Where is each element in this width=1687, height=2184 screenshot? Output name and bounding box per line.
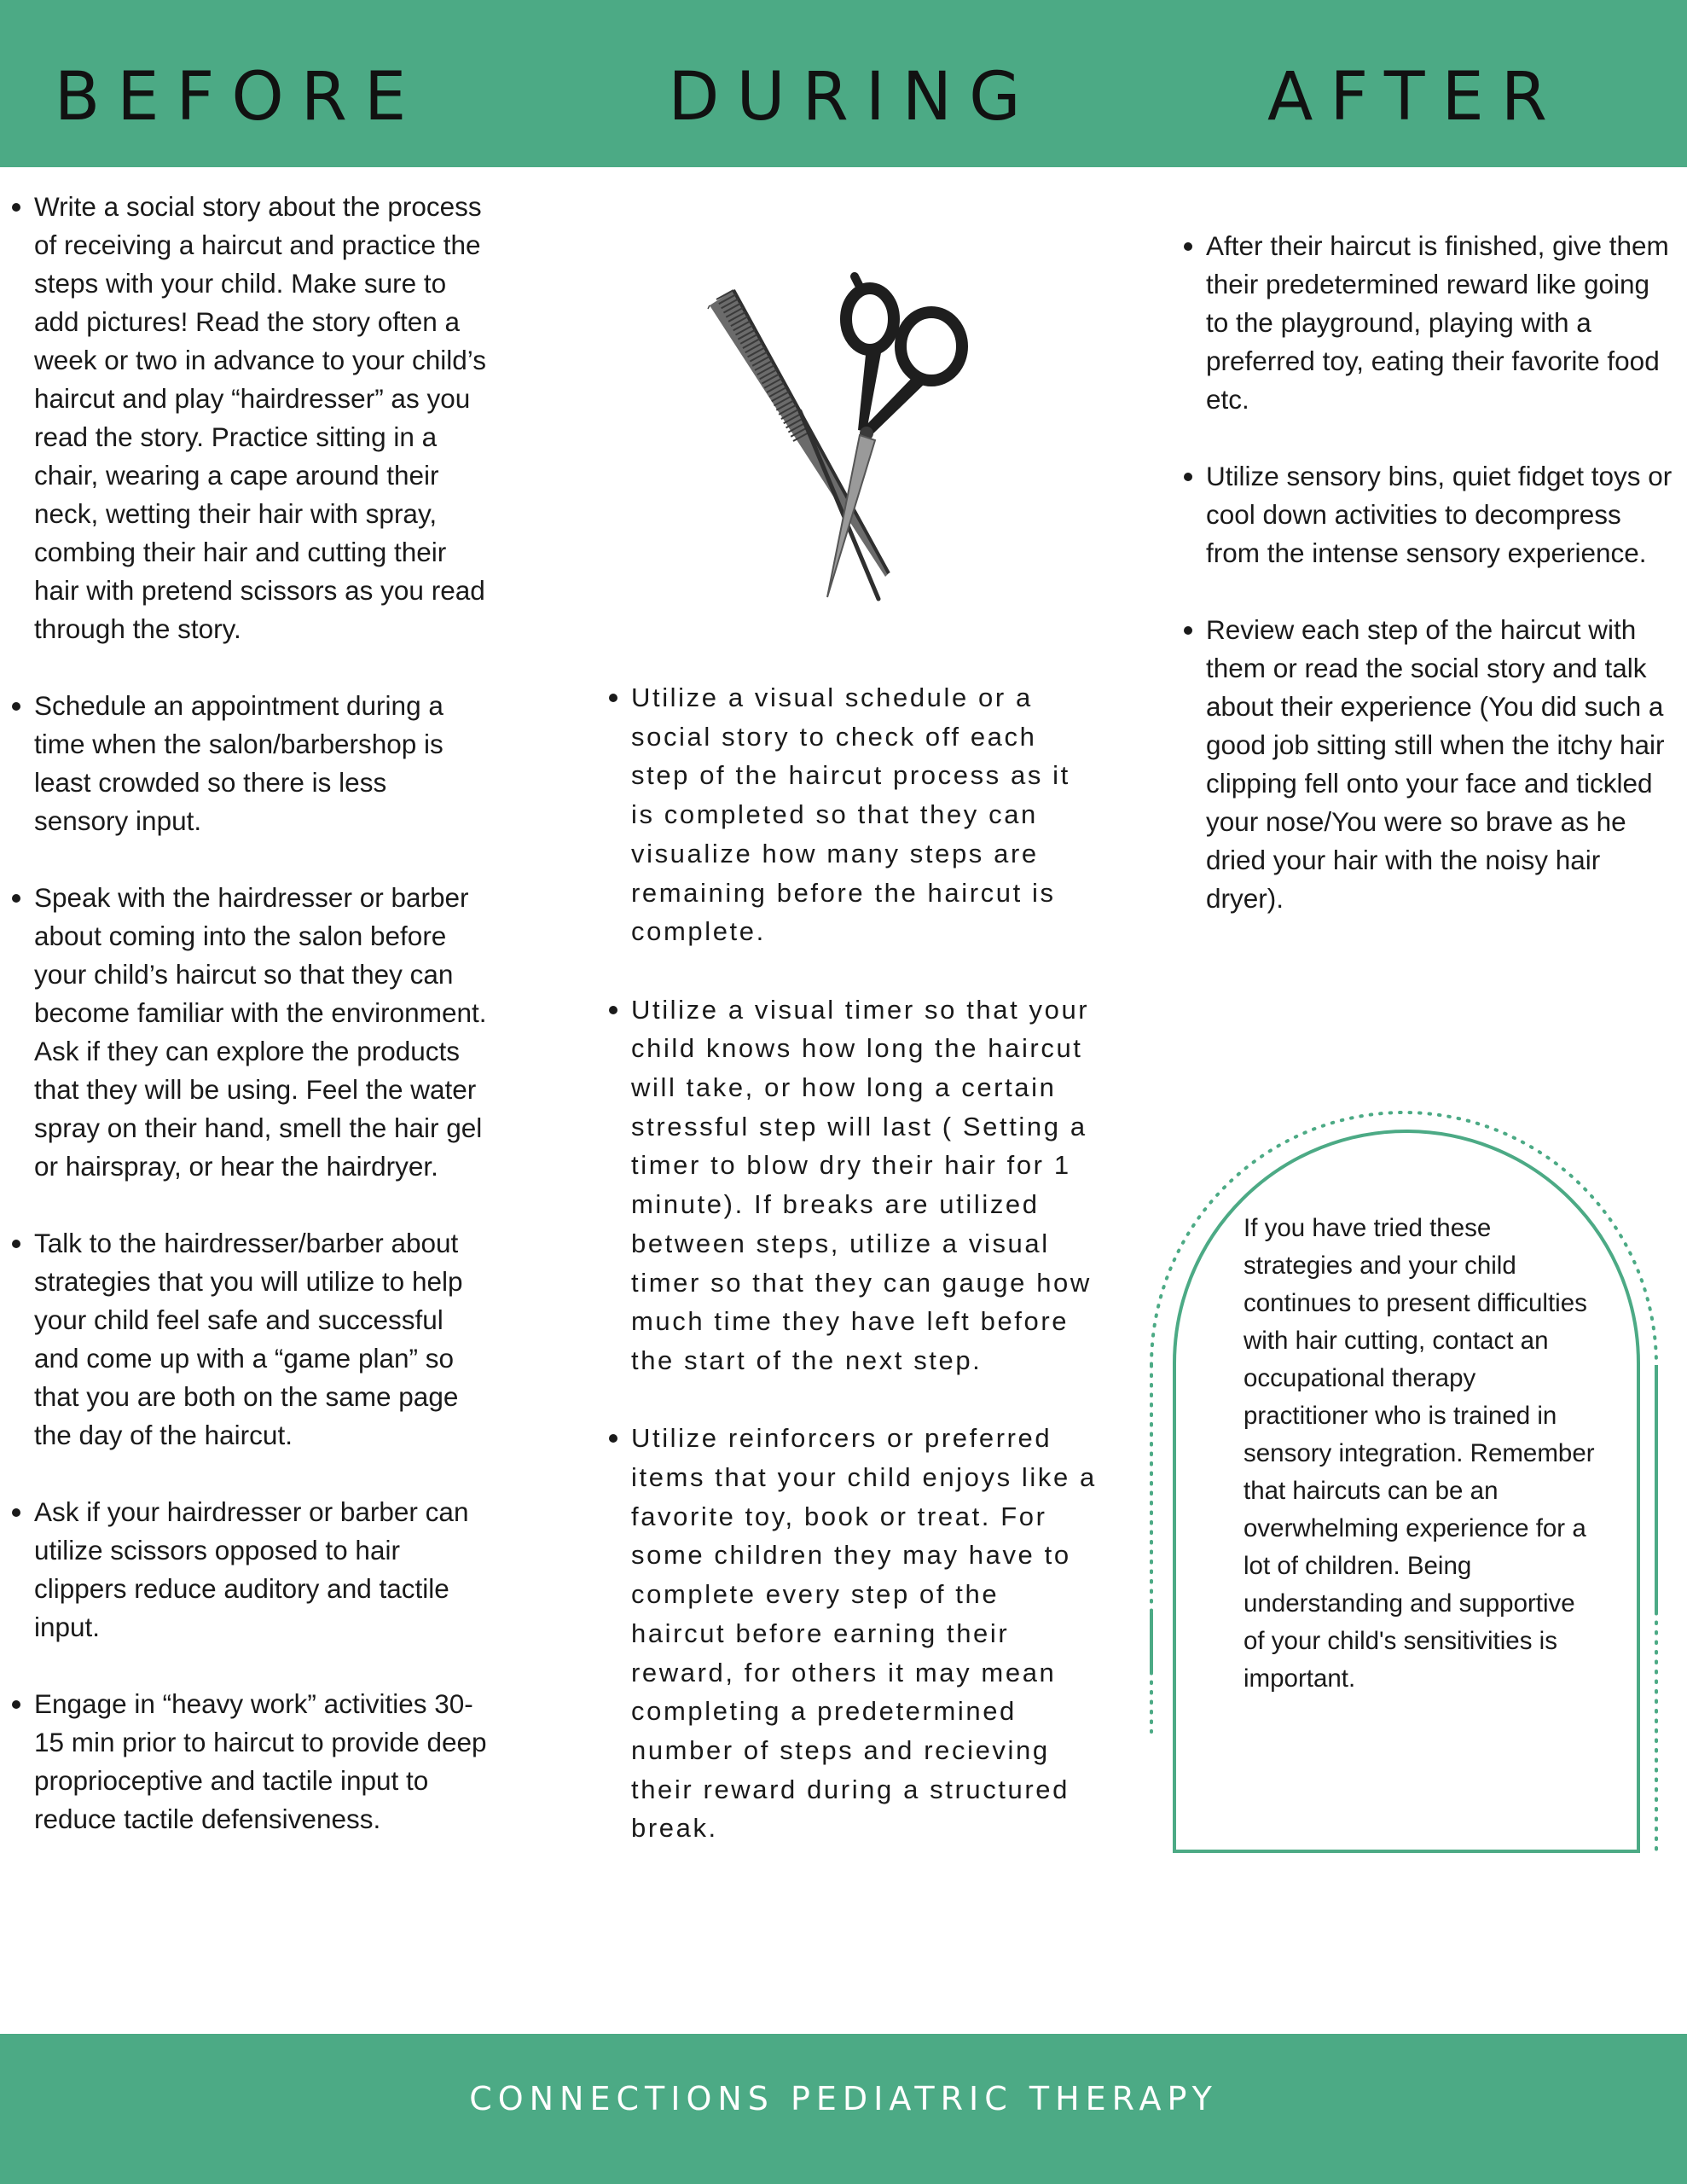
before-item: Schedule an appointment during a time when the salon/barbershop is least crowded so there is less sensory input.: [10, 687, 488, 840]
before-item: Write a social story about the process of receiving a haircut and practice the steps with your child. Make sure to add pictures! Read the story often a week or two in advance to your child’s haircut and play “hairdresser” as you read the story. Practice sitting in a chair, wearing a cape around their neck, wetting their hair with spray, combing their hair and cutting their hair with pretend scissors as you read through the story.: [10, 188, 488, 648]
after-item: Review each step of the haircut with them or read the social story and talk about their experience (You did such a good job sitting still when the itchy hair clipping fell onto your face and tickled your nose/You were so brave as he dried your hair with the noisy hair dryer).: [1182, 611, 1677, 918]
during-list: [607, 678, 1102, 1887]
after-item: Utilize sensory bins, quiet fidget toys or cool down activities to decompress from the intense sensory experience.: [1182, 457, 1677, 572]
callout-text: If you have tried these strategies and your child continues to present difficulties with hair cutting, contact an occupational therapy practitioner who is trained in sensory integration. Remember that haircuts can be an overwhelming experience for a lot of children. Being understanding and supportive of your child's sensitivities is important.: [1244, 1214, 1595, 1693]
during-item: Utilize a visual timer so that your child knows how long the haircut will take, or how long a certain stressful step will last ( Setting a timer to blow dry their hair for 1 minute). If breaks are utilized between steps, utilize a visual timer so that they can gauge how much time they have left before the start of the next step.: [607, 990, 1102, 1380]
before-item: Talk to the hairdresser/barber about strategies that you will utilize to help your child feel safe and successful and come up with a “game plan” so that you are both on the same page the day of the haircut.: [10, 1224, 488, 1455]
haircut-tools-illustration: [699, 264, 989, 606]
footer-title: CONNECTIONS PEDIATRIC THERAPY: [469, 2080, 1218, 2117]
before-item: Ask if your hairdresser or barber can utilize scissors opposed to hair clippers reduce auditory and tactile input.: [10, 1493, 488, 1647]
after-list: [1182, 227, 1677, 956]
before-list: [10, 188, 488, 1877]
heading-before: BEFORE: [54, 59, 424, 136]
during-item: Utilize reinforcers or preferred items that your child enjoys like a favorite toy, book or treat. For some children they may have to complete every step of the haircut before earning their reward, for others it may mean completing a predetermined number of steps and recieving their reward during a structured break.: [607, 1419, 1102, 1848]
during-item: Utilize a visual schedule or a social story to check off each step of the haircut process as it is completed so that they can visualize how many steps are remaining before the haircut is complete.: [607, 678, 1102, 951]
before-item: Engage in “heavy work” activities 30-15 min prior to haircut to provide deep proprioceptive and tactile input to reduce tactile defensiveness.: [10, 1685, 488, 1838]
heading-during: DURING: [668, 59, 1038, 136]
before-item: Speak with the hairdresser or barber about coming into the salon before your child’s haircut so that they can become familiar with the environment. Ask if they can explore the products that they will be using. Feel the water spray on their hand, smell the hair gel or hairspray, or hear the hairdryer.: [10, 879, 488, 1186]
heading-after: AFTER: [1267, 59, 1564, 136]
scissors-icon: [827, 276, 962, 597]
after-item: After their haircut is finished, give them their predetermined reward like going to the playground, playing with a preferred toy, eating their favorite food etc.: [1182, 227, 1677, 419]
